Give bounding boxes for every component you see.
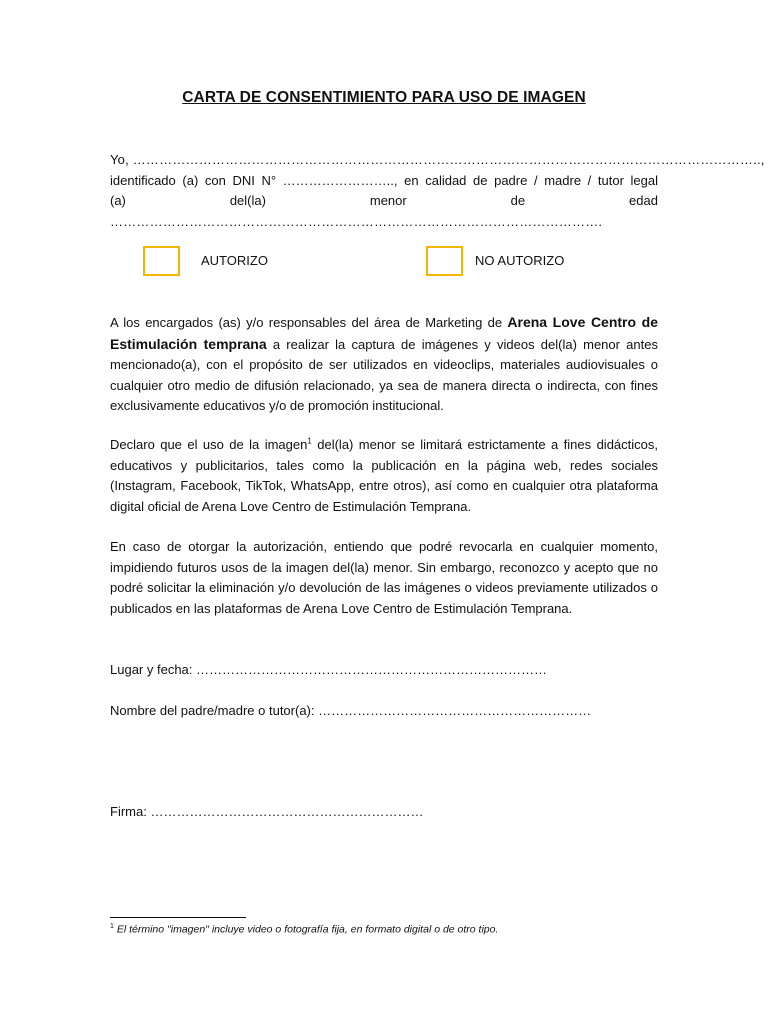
- brand-name: Arena Love Centro de Estimulación temprana: [110, 314, 658, 352]
- guardian-name-field: [110, 701, 658, 722]
- intro-dni-line: identificado (a) con DNI N° …………………….., en calidad de padre / madre / tutor legal: [110, 172, 658, 188]
- guardian-name-text: Nombre del padre/madre o tutor(a): ………………………………………………………: [110, 703, 592, 718]
- intro-word: (a): [110, 193, 126, 208]
- not-authorize-checkbox[interactable]: [426, 246, 463, 276]
- place-date-field: [110, 660, 658, 681]
- intro-block: [110, 150, 765, 232]
- paragraph-revocation: En caso de otorgar la autorización, entiendo que podré revocarla en cualquier momento, impidiendo futuros usos de la imagen del(la) menor. Sin embargo, reconozco y acepto que no podré solicitar la eliminación y/o devolución de las imágenes o videos previamente utilizados o publicados en las plataformas de Arena Love Centro de Estimulación Temprana.: [110, 539, 658, 616]
- paragraph-2-rest: del(la) menor se limitará estrictamente a fines didácticos, educativos y publicitarios, tales como la publicación en la página web, redes sociales (Instagram, Facebook, TikTok, WhatsApp, entre otros), así como en cualquier otra plataforma digital oficial de Arena Love Centro de Estimulación Temprana.: [110, 437, 658, 514]
- footnote-divider: [110, 917, 246, 918]
- paragraph-2-lead: Declaro que el uso de la imagen: [110, 437, 308, 452]
- intro-word: menor: [369, 193, 407, 208]
- footnote-reference: 1: [307, 436, 312, 446]
- footnote-mark: 1: [110, 923, 114, 930]
- signature-field: [110, 802, 658, 823]
- intro-name-line: Yo, ……………………………………………………………………………………………………………………………..,: [110, 152, 765, 167]
- intro-age-line: ………………………………………………………………………………………………….: [110, 213, 603, 229]
- place-date-text: Lugar y fecha: ………………………………………………………………………: [110, 662, 547, 677]
- intro-word: de: [510, 193, 526, 208]
- footnote: [110, 923, 498, 936]
- document-title: CARTA DE CONSENTIMIENTO PARA USO DE IMAGEN: [182, 89, 586, 106]
- intro-word: del(la): [229, 193, 266, 208]
- signature-text: Firma: ………………………………………………………: [110, 804, 424, 819]
- not-authorize-label: NO AUTORIZO: [475, 253, 565, 268]
- authorize-label: AUTORIZO: [201, 253, 268, 268]
- footnote-text: El término "imagen" incluye video o fotografía fija, en formato digital o de otro tipo.: [113, 923, 499, 936]
- paragraph-usage: [110, 435, 658, 517]
- intro-minor-line: [110, 191, 658, 212]
- paragraph-1-lead: A los encargados (as) y/o responsables del área de Marketing de: [110, 315, 503, 330]
- paragraph-1-rest: a realizar la captura de imágenes y videos del(la) menor antes mencionado(a), con el propósito de ser utilizados en videoclips, materiales audiovisuales o cualquier otro medio de difusión relacionado, ya sea de manera directa o indirecta, con fines exclusivamente educativos y/o de promoción institucional.: [110, 336, 658, 413]
- intro-word: edad: [629, 193, 658, 208]
- authorize-checkbox[interactable]: [143, 246, 180, 276]
- paragraph-authorization: [110, 312, 658, 417]
